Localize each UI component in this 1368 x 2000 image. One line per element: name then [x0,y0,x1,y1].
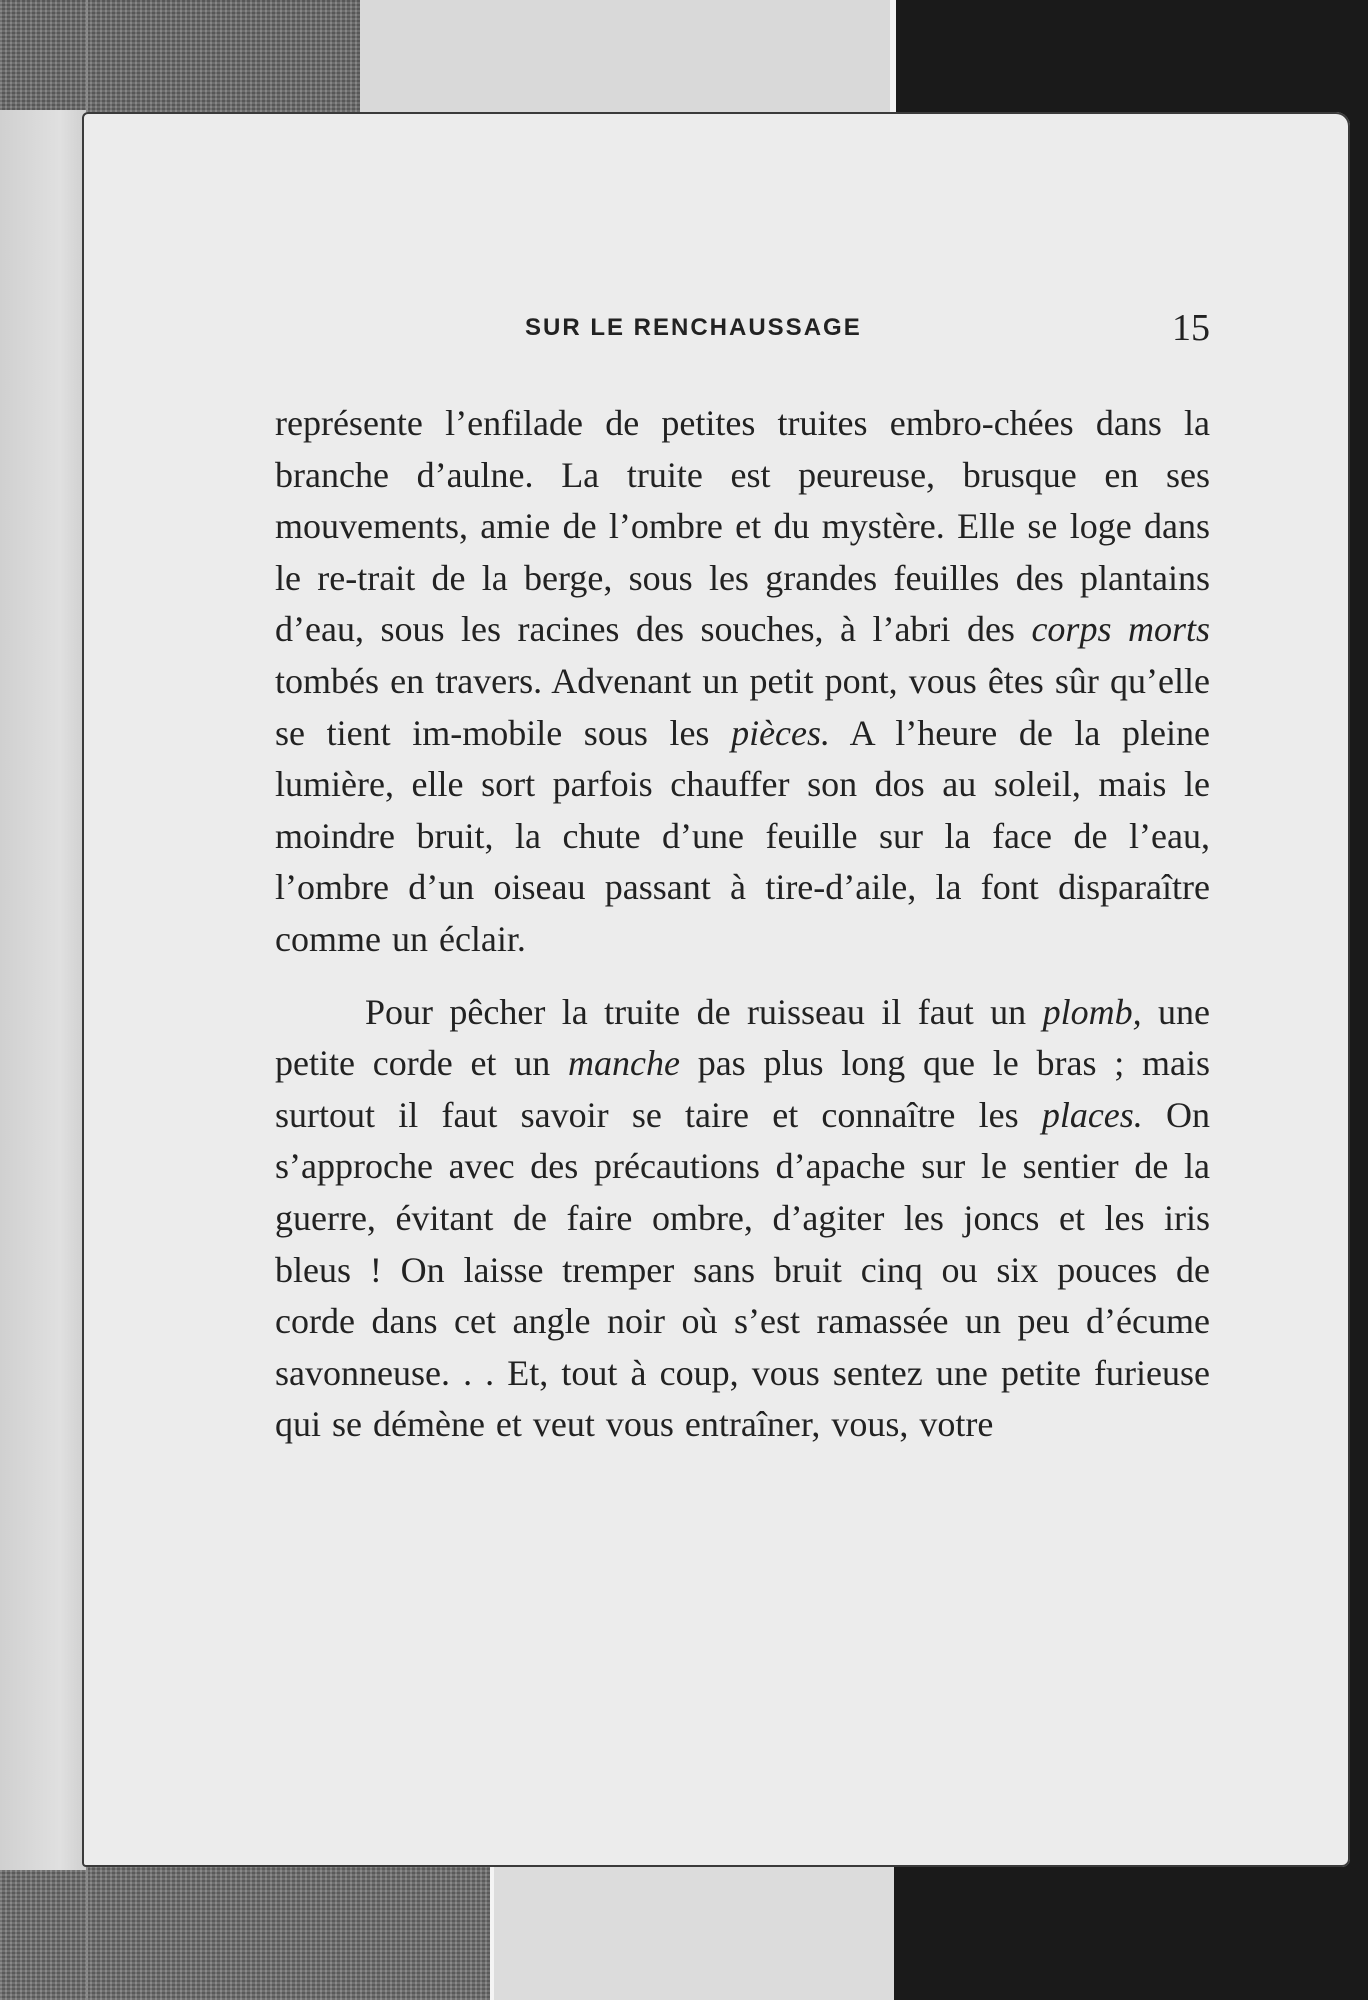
italic-run: plomb, [1042,991,1142,1032]
paragraph [275,398,1210,966]
text-run: une petite corde et un [275,991,1210,1084]
paragraph [275,987,1210,1451]
italic-run: places. [1041,1094,1143,1135]
text-run: On s’approche avec des précautions d’apache sur le sentier de la guerre, évitant de faire ombre, d’agiter les joncs et les iris bleus ! On laisse tremper sans bruit cinq ou six pouces de corde dans cet angle noir où s’est ramassée un peu d’écume savonneuse. . . Et, tout à coup, vous sentez une petite furieuse qui se démène et veut vous entraîner, vous, votre [275,1094,1211,1445]
page-number: 15 [1172,307,1210,349]
text-run: représente l’enfilade de petites truites embro-chées dans la branche d’aulne. La truite est peureuse, brusque en ses mouvements, amie de l’ombre et du mystère. Elle se loge dans le re-trait de la berge, sous les grandes feuilles des plantains d’eau, sous les racines des souches, à l’abri des [275,403,1210,650]
paper-edge-top [360,0,896,120]
page-body [275,398,1210,1451]
text-run: A l’heure de la pleine lumière, elle sort parfois chauffer son dos au soleil, mais le moindre bruit, la chute d’une feuille sur la face de l’eau, l’ombre d’un oiseau passant à tire-d’aile, la font disparaître comme un éclair. [275,712,1210,959]
running-title: SUR LE RENCHAUSSAGE [525,314,862,341]
facing-page-edge [0,110,86,1870]
text-run: tombés en travers. Advenant un petit pont, vous êtes sûr qu’elle se tient im-mobile sous les [275,660,1210,753]
text-run: pas plus long que le bras ; mais surtout il faut savoir se taire et connaître les [275,1043,1211,1135]
italic-run: pièces. [731,712,831,753]
paper-edge-bottom [490,1850,894,2000]
page-header [275,307,1210,352]
italic-run: manche [567,1043,680,1084]
italic-run: corps morts [1031,609,1210,650]
text-run: Pour pêcher la truite de ruisseau il faut un [365,991,1043,1032]
